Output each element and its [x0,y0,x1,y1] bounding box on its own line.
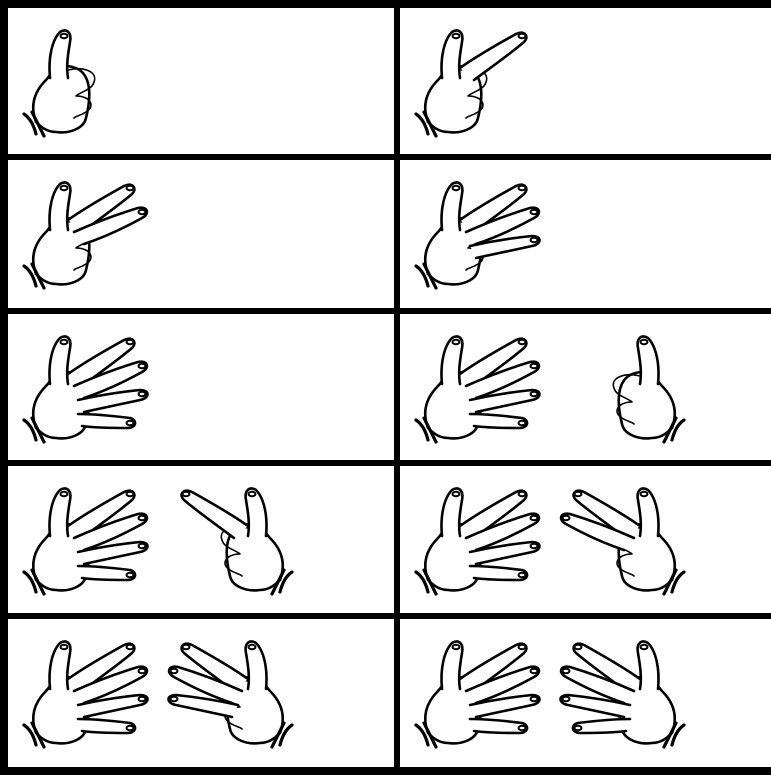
middle-nail [139,210,146,214]
pinky-nail [127,421,134,425]
thumb-nail [641,340,648,344]
index-nail [519,340,526,344]
ring-nail [171,697,178,701]
index-nail [183,645,190,649]
index-nail [127,186,134,190]
pinky-nail [519,421,526,425]
ring-nail [531,544,538,548]
middle-nail [531,210,538,214]
open-hand-hand-icon [412,476,552,600]
count-cell-5 [8,314,394,460]
thumb-nail [641,492,648,496]
count-cell-8 [400,466,771,613]
ring-nail [531,392,538,396]
middle-nail [563,516,570,520]
thumb-nail [249,645,256,649]
count-cell-9 [8,619,394,767]
index-nail [183,492,190,496]
open-hand-hand-icon [20,324,160,448]
thumb-index-hand-icon [412,18,552,142]
thumb-nail [61,340,68,344]
index-nail [519,34,526,38]
middle-nail [531,669,538,673]
four-fingers-hand-icon [156,629,296,753]
thumb-nail [249,492,256,496]
index-nail [519,492,526,496]
thumb-nail [453,186,460,190]
ring-nail [139,544,146,548]
count-cell-1 [8,8,394,154]
count-cell-3 [8,160,394,308]
index-nail [127,645,134,649]
index-finger [182,491,248,538]
pinky-nail [575,726,582,730]
open-hand-hand-icon [20,476,160,600]
thumb-nail [61,34,68,38]
three-fingers-hand-icon [20,170,160,294]
thumb-nail [61,492,68,496]
ring-nail [139,392,146,396]
middle-nail [171,669,178,673]
index-nail [519,186,526,190]
ring-nail [563,697,570,701]
ring-nail [531,238,538,242]
index-nail [575,492,582,496]
count-cell-7 [8,466,394,613]
pinky-nail [127,573,134,577]
count-cell-6 [400,314,771,460]
open-hand-hand-icon [412,324,552,448]
index-finger [460,33,526,80]
thumb-nail [61,186,68,190]
ring-nail [531,697,538,701]
ring-nail [139,697,146,701]
middle-nail [531,516,538,520]
index-nail [575,645,582,649]
thumb-nail [453,340,460,344]
open-hand-hand-icon [20,629,160,753]
thumb-nail [453,34,460,38]
three-fingers-hand-icon [548,476,688,600]
four-fingers-hand-icon [412,170,552,294]
thumb-nail [453,492,460,496]
thumb-index-hand-icon [156,476,296,600]
middle-nail [563,669,570,673]
thumb-nail [641,645,648,649]
thumb-nail [61,645,68,649]
index-nail [519,645,526,649]
pinky-nail [127,726,134,730]
middle-nail [531,364,538,368]
count-cell-2 [400,8,771,154]
thumb-up-hand-icon [20,18,160,142]
middle-nail [139,516,146,520]
pinky-nail [519,726,526,730]
count-cell-10 [400,619,771,767]
thumb-up-hand-icon [548,324,688,448]
middle-nail [139,364,146,368]
count-cell-4 [400,160,771,308]
index-nail [127,492,134,496]
open-hand-hand-icon [412,629,552,753]
index-nail [127,340,134,344]
thumb-nail [453,645,460,649]
open-hand-hand-icon [548,629,688,753]
pinky-nail [519,573,526,577]
middle-nail [139,669,146,673]
